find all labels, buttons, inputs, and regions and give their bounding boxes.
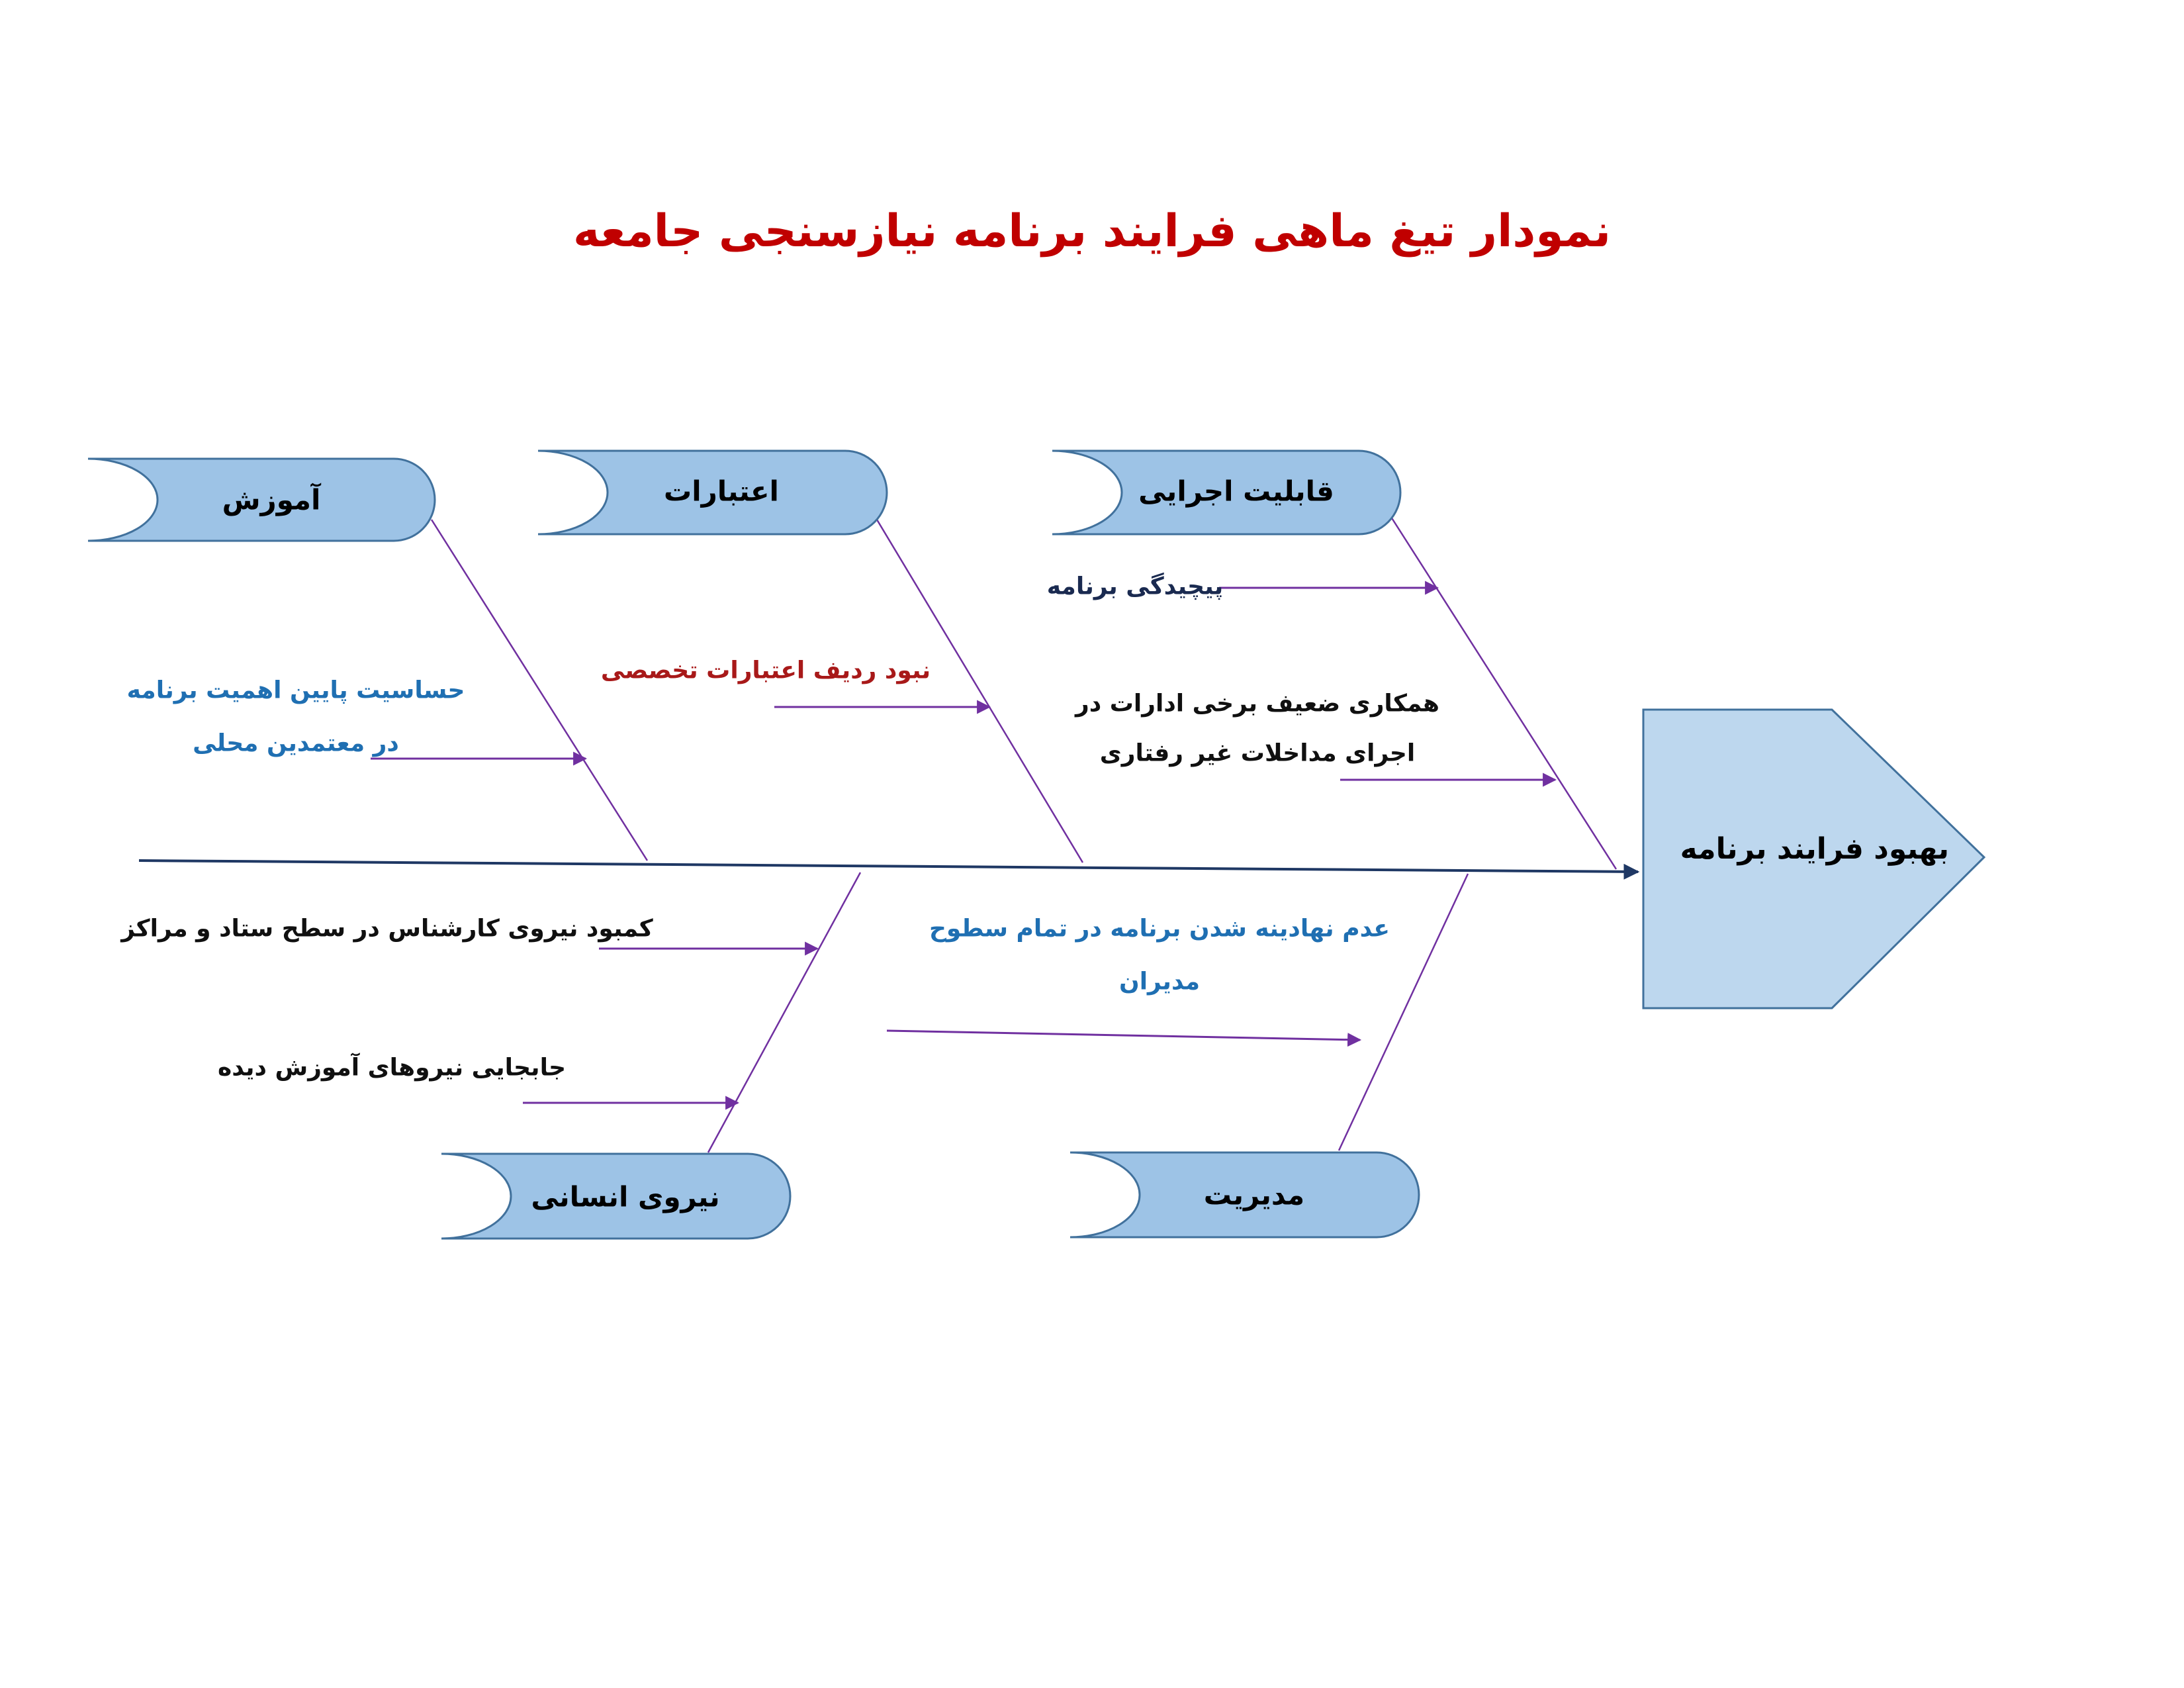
category-label-education: آموزش	[222, 483, 321, 516]
cause-education-1-line1: حساسیت پایین اهمیت برنامه	[126, 677, 465, 704]
category-label-credits: اعتبارات	[664, 475, 779, 508]
cause-human-resources-2: جابجایی نیروهای آموزش دیده	[217, 1054, 567, 1082]
bone-credits	[877, 520, 1083, 863]
effect-label: بهبود فرایند برنامه	[1680, 832, 1949, 866]
bone-human-resources	[708, 872, 860, 1152]
category-label-management: مدیریت	[1203, 1178, 1305, 1211]
cause-human-resources-1: کمبود نیروی کارشناس در سطح ستاد و مراکز	[121, 915, 653, 943]
arrow-management-1	[887, 1031, 1360, 1040]
cause-management-1-line2: مدیران	[1118, 968, 1201, 996]
cause-credits-1: نبود ردیف اعتبارات تخصصی	[600, 657, 931, 684]
spine-arrow	[139, 861, 1638, 872]
cause-feasibility-2-line2: اجرای مداخلات غیر رفتاری	[1099, 739, 1416, 767]
cause-feasibility-1: پیچیدگی برنامه	[1046, 573, 1224, 600]
category-label-feasibility: قابلیت اجرایی	[1138, 475, 1334, 508]
cause-education-1-line2: در معتمدین محلی	[193, 729, 399, 757]
category-label-human-resources: نیروی انسانی	[531, 1180, 720, 1213]
cause-feasibility-2-line1: همکاری ضعیف برخی ادارات در	[1075, 690, 1439, 718]
cause-management-1-line1: عدم نهادینه شدن برنامه در تمام سطوح	[929, 915, 1390, 943]
diagram-title: نمودار تیغ ماهی فرایند برنامه نیازسنجی جامعه	[572, 205, 1612, 258]
